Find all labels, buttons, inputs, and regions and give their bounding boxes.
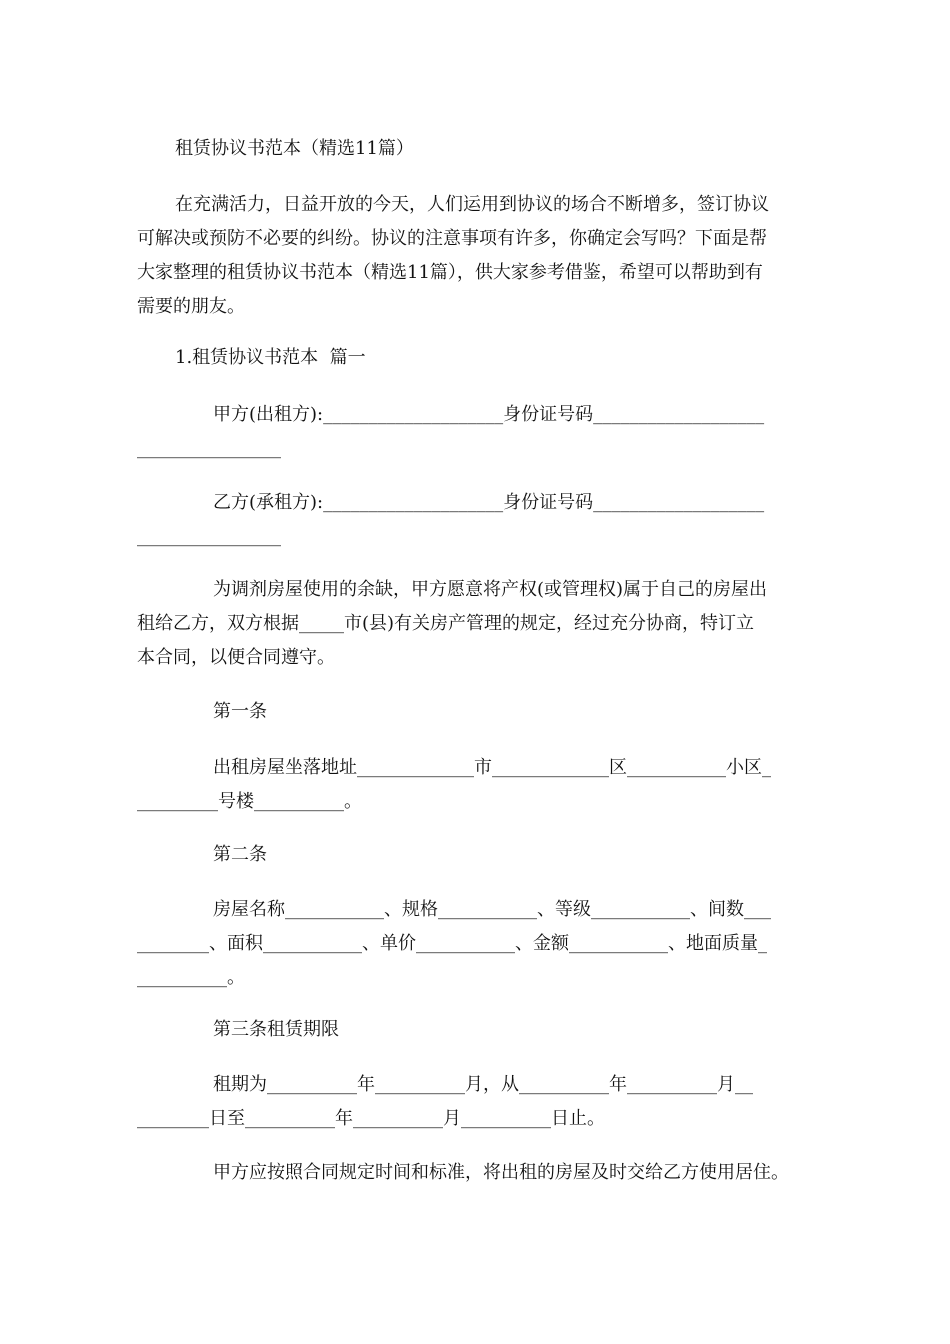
article-2-line-3: __________。 <box>137 967 245 988</box>
party-a-line-1: 甲方(出租方):____________________身份证号码___________________ <box>213 404 765 425</box>
document-title: 租赁协议书范本（精选11篇） <box>175 138 414 159</box>
article-2-line-2: ________、面积___________、单价___________、金额___________、地面质量_ <box>137 933 767 954</box>
section-heading: 1.租赁协议书范本 篇一 <box>175 347 366 368</box>
article-3-line-2: ________日至__________年__________月__________日止。 <box>137 1108 605 1129</box>
article-2-line-1: 房屋名称___________、规格___________、等级___________、间数___ <box>213 899 771 920</box>
article-3-heading: 第三条租赁期限 <box>213 1019 339 1040</box>
party-b-line-2: ________________ <box>137 526 281 547</box>
article-2-heading: 第二条 <box>213 844 267 865</box>
article-1-heading: 第一条 <box>213 701 267 722</box>
party-b-line-1: 乙方(承租方):____________________身份证号码___________________ <box>213 492 765 513</box>
intro-line-4: 需要的朋友。 <box>137 296 245 317</box>
preamble-line-3: 本合同，以便合同遵守。 <box>137 647 335 668</box>
intro-line-3: 大家整理的租赁协议书范本（精选11篇），供大家参考借鉴，希望可以帮助到有 <box>137 262 763 283</box>
article-1-line-2: _________号楼__________。 <box>137 791 362 812</box>
article-3-line-1: 租期为__________年__________月，从__________年__________月__ <box>213 1074 753 1095</box>
party-a-line-2: ________________ <box>137 438 281 459</box>
preamble-line-1: 为调剂房屋使用的余缺，甲方愿意将产权(或管理权)属于自己的房屋出 <box>213 579 768 600</box>
article-3-delivery: 甲方应按照合同规定时间和标准，将出租的房屋及时交给乙方使用居住。 <box>213 1162 789 1183</box>
intro-line-2: 可解决或预防不必要的纠纷。协议的注意事项有许多，你确定会写吗？下面是帮 <box>137 228 767 249</box>
intro-line-1: 在充满活力，日益开放的今天，人们运用到协议的场合不断增多，签订协议 <box>175 194 769 215</box>
preamble-line-2: 租给乙方，双方根据_____市(县)有关房产管理的规定，经过充分协商，特订立 <box>137 613 755 634</box>
article-1-line-1: 出租房屋坐落地址_____________市_____________区___________小区_ <box>213 757 771 778</box>
